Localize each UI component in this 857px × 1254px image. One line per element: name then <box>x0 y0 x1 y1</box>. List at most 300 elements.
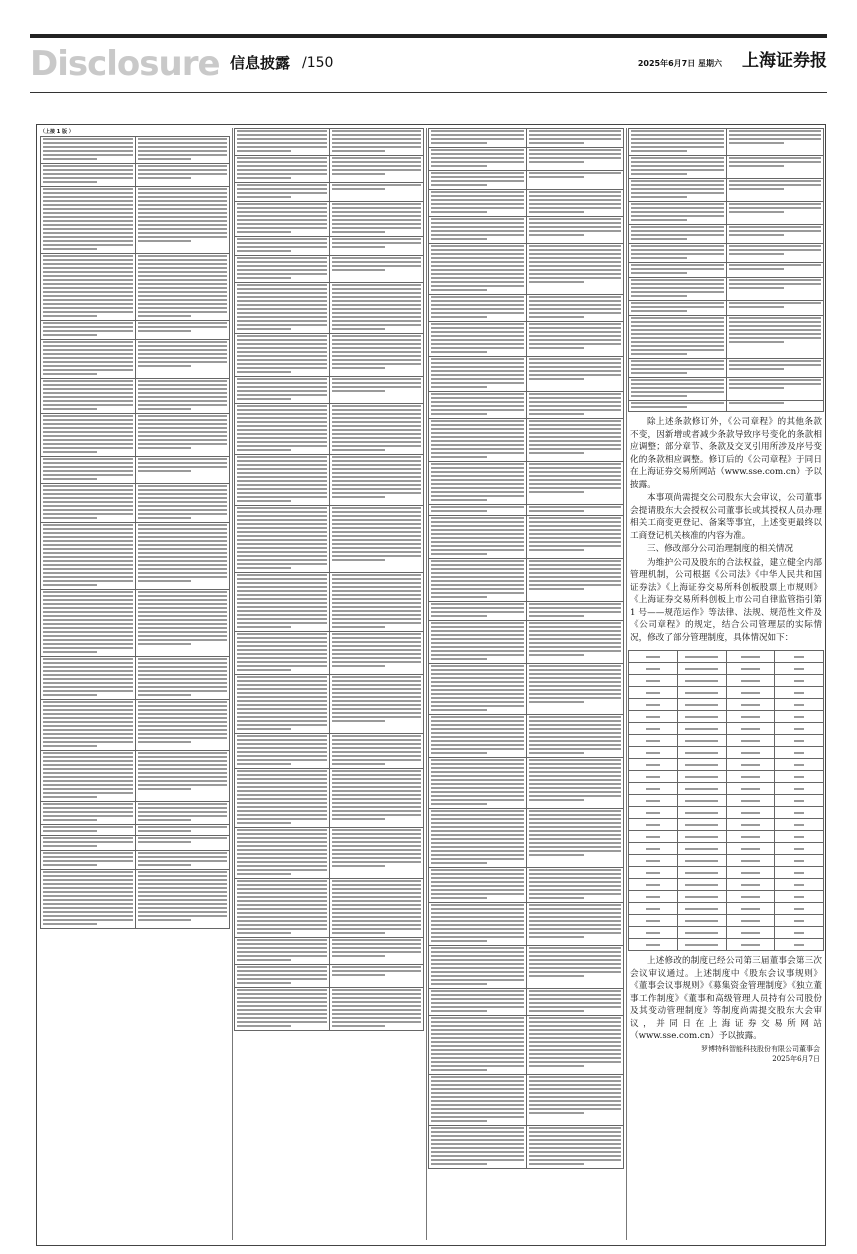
clause-text <box>237 456 327 502</box>
table-row <box>629 819 824 831</box>
clause-text <box>631 130 724 152</box>
table-row <box>41 321 230 340</box>
table-row <box>429 809 624 868</box>
table-row <box>629 179 824 202</box>
clause-text <box>138 458 228 472</box>
clause-text <box>431 130 524 144</box>
table-cell <box>726 915 775 927</box>
revised-clause-cell <box>526 868 624 903</box>
original-clause-cell <box>41 851 136 870</box>
table-row <box>429 903 624 946</box>
table-row <box>41 590 230 657</box>
clause-text <box>138 752 228 790</box>
clause-text <box>631 203 724 221</box>
clause-text <box>431 1017 524 1071</box>
clause-text <box>237 157 327 179</box>
table-cell <box>629 663 678 675</box>
original-clause-cell <box>235 156 330 183</box>
table-cell <box>775 771 824 783</box>
original-clause-cell <box>429 322 527 357</box>
table-row <box>429 715 624 758</box>
clause-text <box>237 335 327 373</box>
table-row <box>629 675 824 687</box>
table-row <box>41 164 230 187</box>
clause-text <box>631 279 724 297</box>
clause-text <box>631 402 724 408</box>
clause-text <box>43 591 133 653</box>
revised-clause-cell <box>329 455 424 506</box>
clause-text <box>332 507 422 561</box>
revised-clause-cell <box>726 179 824 202</box>
cell-text <box>794 824 804 826</box>
table-row <box>629 202 824 225</box>
table-row <box>429 989 624 1016</box>
cell-text <box>741 776 760 778</box>
table-cell <box>726 783 775 795</box>
cell-text <box>646 656 660 658</box>
table-cell <box>677 771 726 783</box>
original-clause-cell <box>429 392 527 419</box>
original-clause-cell <box>629 179 727 202</box>
table-row <box>235 377 424 404</box>
cell-text <box>646 692 660 694</box>
clause-text <box>43 752 133 798</box>
table-row <box>235 632 424 675</box>
revised-clause-cell <box>329 632 424 675</box>
clause-text <box>431 904 524 942</box>
revised-clause-cell <box>135 851 230 870</box>
table-cell <box>629 759 678 771</box>
original-clause-cell <box>429 989 527 1016</box>
revised-clause-cell <box>135 321 230 340</box>
clause-text <box>43 852 133 866</box>
clause-text <box>43 524 133 586</box>
clause-text <box>332 238 422 248</box>
clause-text <box>237 770 327 824</box>
table-row <box>41 802 230 825</box>
table-row <box>235 965 424 988</box>
cell-text <box>646 740 660 742</box>
table-row <box>41 851 230 870</box>
cell-text <box>646 680 660 682</box>
header-divider <box>30 92 827 93</box>
closing-prose <box>630 955 822 1043</box>
original-clause-cell <box>235 256 330 283</box>
table-cell <box>775 723 824 735</box>
table-cell <box>677 819 726 831</box>
revised-clause-cell <box>726 225 824 244</box>
cell-text <box>646 704 660 706</box>
table-row <box>429 419 624 462</box>
table-row <box>235 334 424 377</box>
revised-clause-cell <box>135 340 230 379</box>
table-row <box>629 156 824 179</box>
clause-text <box>332 456 422 498</box>
table-cell <box>677 759 726 771</box>
clause-text <box>237 130 327 152</box>
clause-text <box>43 322 133 336</box>
table-row <box>235 573 424 632</box>
table-cell <box>775 879 824 891</box>
cell-text <box>685 740 718 742</box>
original-clause-cell <box>429 129 527 148</box>
table-cell <box>775 927 824 939</box>
clause-text <box>332 335 422 369</box>
table-cell <box>775 903 824 915</box>
original-clause-cell <box>429 505 527 516</box>
revised-clause-cell <box>726 263 824 278</box>
table-row <box>41 187 230 254</box>
clause-text <box>631 180 724 198</box>
clause-text <box>729 360 822 370</box>
original-clause-cell <box>41 187 136 254</box>
table-row <box>629 735 824 747</box>
clause-text <box>237 184 327 198</box>
revised-clause-cell <box>329 183 424 202</box>
clause-text <box>332 405 422 451</box>
table-row <box>235 404 424 455</box>
clause-text <box>431 990 524 1012</box>
table-cell <box>629 831 678 843</box>
table-row <box>235 506 424 573</box>
clause-comparison-table <box>428 128 624 1169</box>
original-clause-cell <box>41 523 136 590</box>
table-row <box>429 244 624 295</box>
table-cell <box>726 903 775 915</box>
original-clause-cell <box>429 1075 527 1126</box>
clause-text <box>529 560 622 590</box>
original-clause-cell <box>429 295 527 322</box>
table-cell <box>677 783 726 795</box>
clause-text <box>43 458 133 480</box>
clause-text <box>138 826 228 832</box>
table-cell <box>629 747 678 759</box>
clause-text <box>529 1017 622 1067</box>
revised-clause-cell <box>329 256 424 283</box>
clause-text <box>332 203 422 233</box>
clause-text <box>431 296 524 318</box>
clause-text <box>43 871 133 925</box>
table-cell <box>726 699 775 711</box>
revised-clause-cell <box>526 758 624 809</box>
clause-text <box>332 829 422 867</box>
table-row <box>235 828 424 879</box>
cell-text <box>741 836 760 838</box>
column-divider <box>232 128 233 1240</box>
clause-text <box>431 218 524 240</box>
clause-text <box>529 296 622 318</box>
clause-text <box>431 420 524 458</box>
table-cell <box>726 843 775 855</box>
cell-text <box>685 704 718 706</box>
clause-text <box>43 138 133 160</box>
table-row <box>629 855 824 867</box>
table-row <box>41 825 230 836</box>
table-row <box>41 484 230 523</box>
table-row <box>629 879 824 891</box>
original-clause-cell <box>429 148 527 171</box>
clause-text <box>332 989 422 1027</box>
table-row <box>429 295 624 322</box>
table-cell <box>677 651 726 663</box>
table-cell <box>726 663 775 675</box>
revised-clause-cell <box>726 244 824 263</box>
clause-text <box>631 157 724 175</box>
clause-text <box>529 1076 622 1114</box>
original-clause-cell <box>41 340 136 379</box>
cell-text <box>685 668 718 670</box>
revised-clause-cell <box>329 377 424 404</box>
clause-text <box>431 869 524 899</box>
revised-clause-cell <box>329 965 424 988</box>
original-clause-cell <box>41 657 136 700</box>
clause-text <box>529 810 622 856</box>
clause-text <box>529 420 622 454</box>
cell-text <box>794 884 804 886</box>
cell-text <box>685 896 718 898</box>
column-divider <box>626 128 627 1240</box>
revised-clause-cell <box>329 828 424 879</box>
table-row <box>235 455 424 506</box>
clause-text <box>43 380 133 410</box>
revised-clause-cell <box>526 295 624 322</box>
revised-clause-cell <box>135 523 230 590</box>
original-clause-cell <box>429 946 527 989</box>
table-row <box>41 137 230 164</box>
table-cell <box>677 795 726 807</box>
table-cell <box>677 879 726 891</box>
clause-text <box>431 463 524 501</box>
revised-clause-cell <box>135 700 230 751</box>
column-divider <box>426 128 427 1240</box>
clause-text <box>431 603 524 617</box>
clause-text <box>529 130 622 144</box>
original-clause-cell <box>41 751 136 802</box>
clause-comparison-table <box>234 128 424 1031</box>
clause-text <box>237 633 327 671</box>
table-cell <box>775 843 824 855</box>
cell-text <box>794 872 804 874</box>
clause-text <box>431 191 524 213</box>
cell-text <box>794 812 804 814</box>
table-row <box>429 171 624 190</box>
table-cell <box>629 879 678 891</box>
original-clause-cell <box>429 357 527 392</box>
original-clause-cell <box>429 419 527 462</box>
revised-clause-cell <box>135 836 230 851</box>
revised-clause-cell <box>329 129 424 156</box>
revised-clause-cell <box>526 392 624 419</box>
table-cell <box>726 927 775 939</box>
revised-clause-cell <box>726 129 824 156</box>
clause-text <box>529 869 622 899</box>
table-cell <box>726 795 775 807</box>
clause-text <box>237 880 327 934</box>
cell-text <box>794 728 804 730</box>
table-cell <box>775 687 824 699</box>
cell-text <box>685 788 718 790</box>
cell-text <box>685 944 718 946</box>
cell-text <box>685 692 718 694</box>
clause-text <box>237 735 327 765</box>
revised-clause-cell <box>526 946 624 989</box>
table-row <box>41 870 230 929</box>
table-cell <box>677 807 726 819</box>
table-cell <box>629 651 678 663</box>
original-clause-cell <box>235 237 330 256</box>
clause-text <box>529 393 622 415</box>
clause-text <box>138 138 228 160</box>
cell-text <box>685 812 718 814</box>
table-row <box>41 751 230 802</box>
table-cell <box>775 807 824 819</box>
cell-text <box>646 848 660 850</box>
clause-text <box>332 939 422 957</box>
revised-clause-cell <box>329 334 424 377</box>
table-cell <box>629 867 678 879</box>
clause-text <box>332 130 422 152</box>
table-row <box>629 759 824 771</box>
table-cell <box>629 819 678 831</box>
table-cell <box>629 675 678 687</box>
revised-clause-cell <box>135 457 230 484</box>
table-row <box>235 879 424 938</box>
table-row <box>429 664 624 715</box>
cell-text <box>794 740 804 742</box>
clause-text <box>729 245 822 255</box>
table-row <box>629 263 824 278</box>
table-cell <box>629 711 678 723</box>
table-row <box>235 988 424 1031</box>
table-row <box>429 462 624 505</box>
table-row <box>429 322 624 357</box>
clause-text <box>729 302 822 308</box>
table-cell <box>726 819 775 831</box>
clause-text <box>529 759 622 801</box>
table-row <box>41 836 230 851</box>
cell-text <box>646 860 660 862</box>
clause-text <box>529 665 622 703</box>
original-clause-cell <box>41 379 136 414</box>
table-row <box>429 190 624 217</box>
cell-text <box>646 716 660 718</box>
cell-text <box>646 944 660 946</box>
table-cell <box>677 927 726 939</box>
table-row <box>629 807 824 819</box>
cell-text <box>741 728 760 730</box>
revised-clause-cell <box>135 254 230 321</box>
table-row <box>235 938 424 965</box>
cell-text <box>646 836 660 838</box>
closing-paragraph: 上述修改的制度已经公司第三届董事会第三次会议审议通过。上述制度中《股东会议事规则》《董事会议事规则》《募集资金管理制度》《独立董事工作制度》《董事和高级管理人员持有公司股份及其变动管理制度》等制度尚需提交股东大会审议，并同日在上海证券交易所网站（www.sse.com.cn）予以披露。 <box>630 956 822 1041</box>
prose-heading: 三、修改部分公司治理制度的相关情况 <box>647 544 794 554</box>
clause-text <box>138 701 228 743</box>
cell-text <box>685 824 718 826</box>
clause-text <box>431 1127 524 1165</box>
clause-text <box>237 284 327 330</box>
table-row <box>235 129 424 156</box>
original-clause-cell <box>629 202 727 225</box>
revised-clause-cell <box>329 202 424 237</box>
clause-text <box>332 633 422 667</box>
table-row <box>629 903 824 915</box>
announcement-prose <box>630 416 822 644</box>
clause-text <box>729 379 822 389</box>
cell-text <box>794 776 804 778</box>
table-row <box>41 657 230 700</box>
cell-text <box>741 716 760 718</box>
table-cell <box>677 663 726 675</box>
table-row <box>429 516 624 559</box>
table-row <box>629 771 824 783</box>
clause-text <box>431 759 524 805</box>
original-clause-cell <box>629 156 727 179</box>
revised-clause-cell <box>135 802 230 825</box>
cell-text <box>741 788 760 790</box>
original-clause-cell <box>429 1016 527 1075</box>
cell-text <box>794 920 804 922</box>
table-cell <box>629 783 678 795</box>
clause-text <box>237 989 327 1027</box>
original-clause-cell <box>429 602 527 621</box>
revised-clause-cell <box>726 316 824 359</box>
clause-text <box>43 341 133 375</box>
cell-text <box>794 680 804 682</box>
original-clause-cell <box>235 988 330 1031</box>
revised-clause-cell <box>526 1016 624 1075</box>
original-clause-cell <box>429 559 527 602</box>
cell-text <box>741 680 760 682</box>
revised-clause-cell <box>329 675 424 734</box>
cell-text <box>741 824 760 826</box>
original-clause-cell <box>429 621 527 664</box>
revised-clause-cell <box>135 164 230 187</box>
clause-text <box>138 380 228 410</box>
clause-text <box>431 393 524 415</box>
cell-text <box>794 848 804 850</box>
table-cell <box>775 759 824 771</box>
cell-text <box>741 752 760 754</box>
prose-paragraph: 为维护公司及股东的合法权益，建立健全内部管理机制，公司根据《公司法》《中华人民共和国证券法》《上海证券交易所科创板股票上市规则》《上海证券交易所科创板上市公司自律监管指引第 1 号——规范运作》等法律、法规、规范性文件及《公司章程》的规定，结合公司管理层的实际情况，修改了部分管理制度，具体情况如下： <box>630 557 822 643</box>
table-cell <box>726 735 775 747</box>
section-title: 信息披露 <box>230 54 291 72</box>
revised-clause-cell <box>329 404 424 455</box>
original-clause-cell <box>41 164 136 187</box>
clause-text <box>431 1076 524 1122</box>
table-cell <box>629 927 678 939</box>
table-row <box>429 946 624 989</box>
table-row <box>629 915 824 927</box>
clause-text <box>729 226 822 236</box>
table-row <box>629 699 824 711</box>
original-clause-cell <box>235 283 330 334</box>
table-cell <box>629 939 678 951</box>
original-clause-cell <box>41 137 136 164</box>
clause-text <box>631 317 724 355</box>
table-cell <box>677 855 726 867</box>
issue-date: 2025年6月7日 星期六 <box>637 59 722 68</box>
clause-text <box>529 990 622 1012</box>
table-row <box>41 340 230 379</box>
original-clause-cell <box>429 217 527 244</box>
cell-text <box>794 716 804 718</box>
cell-text <box>741 860 760 862</box>
clause-text <box>138 837 228 843</box>
clause-text <box>237 257 327 279</box>
table-cell <box>775 735 824 747</box>
cell-text <box>646 776 660 778</box>
cell-text <box>794 800 804 802</box>
